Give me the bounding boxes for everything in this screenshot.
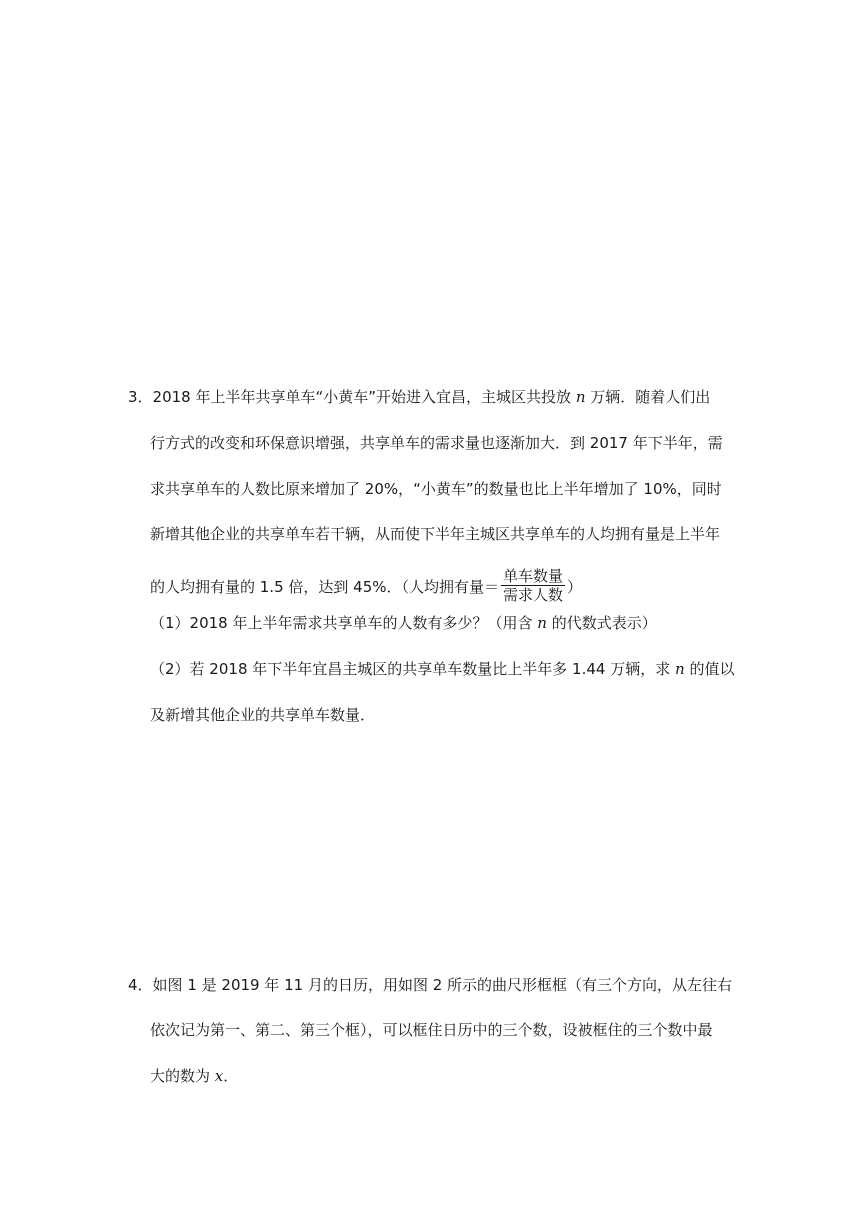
variable-x: x (214, 1067, 224, 1085)
problem-3-line-3: 求共享单车的人数比原来增加了 20%，“小黄车”的数量也比上半年增加了 10%，同时 (150, 480, 722, 498)
problem-3-question-2-cont: 及新增其他企业的共享单车数量． (150, 706, 376, 724)
problem-3-number: 3． (128, 388, 153, 406)
variable-n: n (537, 614, 547, 632)
problem-3-line-2: 行方式的改变和环保意识增强，共享单车的需求量也逐渐加大．到 2017 年下半年，需 (150, 434, 723, 452)
fraction-numerator: 单车数量 (503, 567, 564, 585)
fraction-denominator: 需求人数 (503, 586, 564, 604)
problem-3-line-4: 新增其他企业的共享单车若干辆，从而使下半年主城区共享单车的人均拥有量是上半年 (150, 525, 721, 543)
per-capita-fraction (501, 567, 565, 604)
variable-n: n (674, 660, 685, 678)
problem-3-question-2: （2）若 2018 年下半年宜昌主城区的共享单车数量比上半年多 1.44 万辆，求 n 的值以 (150, 660, 735, 678)
problem-3-question-1: （1）2018 年上半年需求共享单车的人数有多少？（用含 n 的代数式表示） (150, 614, 657, 632)
variable-n: n (575, 388, 586, 406)
problem-4-number: 4． (128, 976, 153, 994)
problem-4-line-2: 依次记为第一、第二、第三个框），可以框住日历中的三个数，设被框住的三个数中最 (150, 1021, 713, 1039)
problem-3-line-5: 的人均拥有量的 1.5 倍，达到 45%．（人均拥有量＝ $\frac{\text{单车数量}}{\text{需求人数}}$ ） (150, 567, 583, 604)
problem-3-line-1: 3．2018 年上半年共享单车“小黄车”开始进入宜昌，主城区共投放 n 万辆．随着人们出 (128, 388, 711, 406)
problem-4-line-3: 大的数为 x． (150, 1067, 239, 1085)
problem-4-line-1: 4．如图 1 是 2019 年 11 月的日历，用如图 2 所示的曲尺形框框（有三个方向，从左往右 (128, 976, 733, 994)
